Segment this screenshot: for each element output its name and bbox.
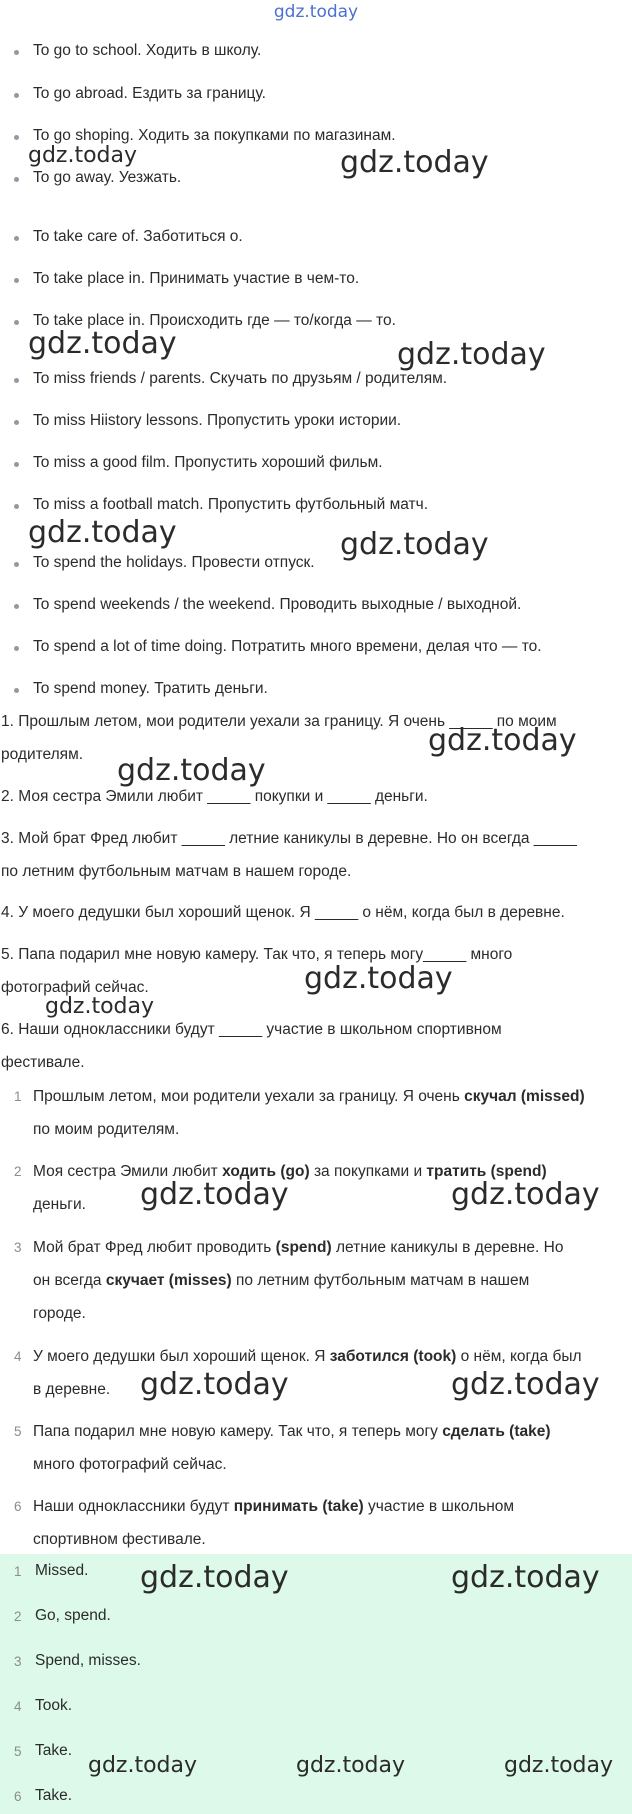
- watermark: gdz.today: [28, 515, 177, 550]
- bullet-icon: [14, 236, 19, 241]
- watermark: gdz.today: [28, 143, 138, 168]
- watermark: gdz.today: [140, 1560, 289, 1595]
- list-item: To spend a lot of time doing. Потратить много времени, делая что — то.: [33, 638, 542, 655]
- answer-item: Наши одноклассники будут принимать (take) участие в школьном спортивном фестивале.: [33, 1498, 515, 1548]
- watermark: gdz.today: [428, 723, 577, 758]
- short-answer: Spend, misses.: [35, 1652, 141, 1669]
- answer-number: 1: [14, 1564, 22, 1579]
- watermark: gdz.today: [140, 1177, 289, 1212]
- bullet-icon: [14, 604, 19, 609]
- list-item: To miss friends / parents. Скучать по друзьям / родителям.: [33, 370, 448, 387]
- bullet-icon: [14, 50, 19, 55]
- watermark: gdz.today: [296, 1753, 406, 1778]
- answer-item: Папа подарил мне новую камеру. Так что, я теперь могу сделать (take) много фотографий сейчас.: [33, 1423, 551, 1473]
- bullet-icon: [14, 504, 19, 509]
- list-item: To spend the holidays. Провести отпуск.: [33, 554, 315, 571]
- task-item: 1. Прошлым летом, мои родители уехали за границу. Я очень _____ по моим родителям.: [1, 713, 557, 763]
- bullet-icon: [14, 420, 19, 425]
- watermark: gdz.today: [340, 527, 489, 562]
- bullet-icon: [14, 135, 19, 140]
- watermark: gdz.today: [451, 1177, 600, 1212]
- bullet-icon: [14, 93, 19, 98]
- list-item: To miss a good film. Пропустить хороший фильм.: [33, 454, 383, 471]
- header-watermark: gdz.today: [273, 2, 359, 22]
- task-item: 3. Мой брат Фред любит _____ летние каникулы в деревне. Но он всегда _____ по летним футбольным матчам в нашем городе.: [1, 830, 577, 880]
- short-answer: Took.: [35, 1697, 73, 1714]
- watermark: gdz.today: [451, 1560, 600, 1595]
- task-item: 4. У моего дедушки был хороший щенок. Я _____ о нём, когда был в деревне.: [1, 904, 565, 921]
- bullet-icon: [14, 688, 19, 693]
- list-item: To miss a football match. Пропустить футбольный матч.: [33, 496, 429, 513]
- answer-number: 4: [14, 1699, 22, 1714]
- watermark: gdz.today: [117, 753, 266, 788]
- answer-number: 2: [14, 1164, 22, 1179]
- answer-item: Моя сестра Эмили любит ходить (go) за покупками и тратить (spend) деньги.: [33, 1163, 547, 1213]
- bullet-icon: [14, 562, 19, 567]
- answer-number: 3: [14, 1240, 22, 1255]
- answer-item: Прошлым летом, мои родители уехали за границу. Я очень скучал (missed) по моим родителям.: [33, 1088, 585, 1138]
- watermark: gdz.today: [340, 145, 489, 180]
- task-item: 5. Папа подарил мне новую камеру. Так что, я теперь могу_____ много фотографий сейчас.: [1, 946, 513, 996]
- short-answer: Go, spend.: [35, 1607, 111, 1624]
- answer-item: У моего дедушки был хороший щенок. Я заботился (took) о нём, когда был в деревне.: [33, 1348, 582, 1398]
- bullet-icon: [14, 278, 19, 283]
- list-item: To spend weekends / the weekend. Проводить выходные / выходной.: [33, 596, 522, 613]
- watermark: gdz.today: [504, 1753, 614, 1778]
- answer-item: Мой брат Фред любит проводить (spend) летние каникулы в деревне. Но он всегда скучает (misses) по летним футбольным матчам в нашем городе.: [33, 1239, 564, 1322]
- short-answer: Take.: [35, 1787, 73, 1804]
- watermark: gdz.today: [397, 337, 546, 372]
- bullet-icon: [14, 378, 19, 383]
- short-answer: Take.: [35, 1742, 73, 1759]
- answer-number: 5: [14, 1744, 22, 1759]
- answer-number: 4: [14, 1349, 22, 1364]
- bullet-icon: [14, 646, 19, 651]
- watermark: gdz.today: [304, 961, 453, 996]
- answer-number: 1: [14, 1089, 22, 1104]
- list-item: To go away. Уезжать.: [33, 169, 182, 186]
- bullet-icon: [14, 320, 19, 325]
- list-item: To take care of. Заботиться о.: [33, 228, 243, 245]
- list-item: To go abroad. Ездить за границу.: [33, 85, 266, 102]
- answer-number: 6: [14, 1499, 22, 1514]
- list-item: To spend money. Тратить деньги.: [33, 680, 268, 697]
- answer-number: 3: [14, 1654, 22, 1669]
- list-item: To go shoping. Ходить за покупками по магазинам.: [33, 127, 396, 144]
- list-item: To miss Hiistory lessons. Пропустить уроки истории.: [33, 412, 402, 429]
- list-item: To go to school. Ходить в школу.: [33, 42, 262, 59]
- list-item: To take place in. Принимать участие в чем-то.: [33, 270, 360, 287]
- watermark: gdz.today: [140, 1367, 289, 1402]
- short-answer: Missed.: [35, 1562, 89, 1579]
- bullet-icon: [14, 177, 19, 182]
- answer-number: 5: [14, 1424, 22, 1439]
- task-item: 2. Моя сестра Эмили любит _____ покупки и _____ деньги.: [1, 788, 428, 805]
- answer-number: 2: [14, 1609, 22, 1624]
- watermark: gdz.today: [88, 1753, 198, 1778]
- task-item: 6. Наши одноклассники будут _____ участие в школьном спортивном фестивале.: [1, 1021, 502, 1071]
- answer-number: 6: [14, 1789, 22, 1804]
- watermark: gdz.today: [451, 1367, 600, 1402]
- list-item: To take place in. Происходить где — то/когда — то.: [33, 312, 396, 329]
- watermark: gdz.today: [45, 994, 155, 1019]
- bullet-icon: [14, 462, 19, 467]
- watermark: gdz.today: [28, 326, 177, 361]
